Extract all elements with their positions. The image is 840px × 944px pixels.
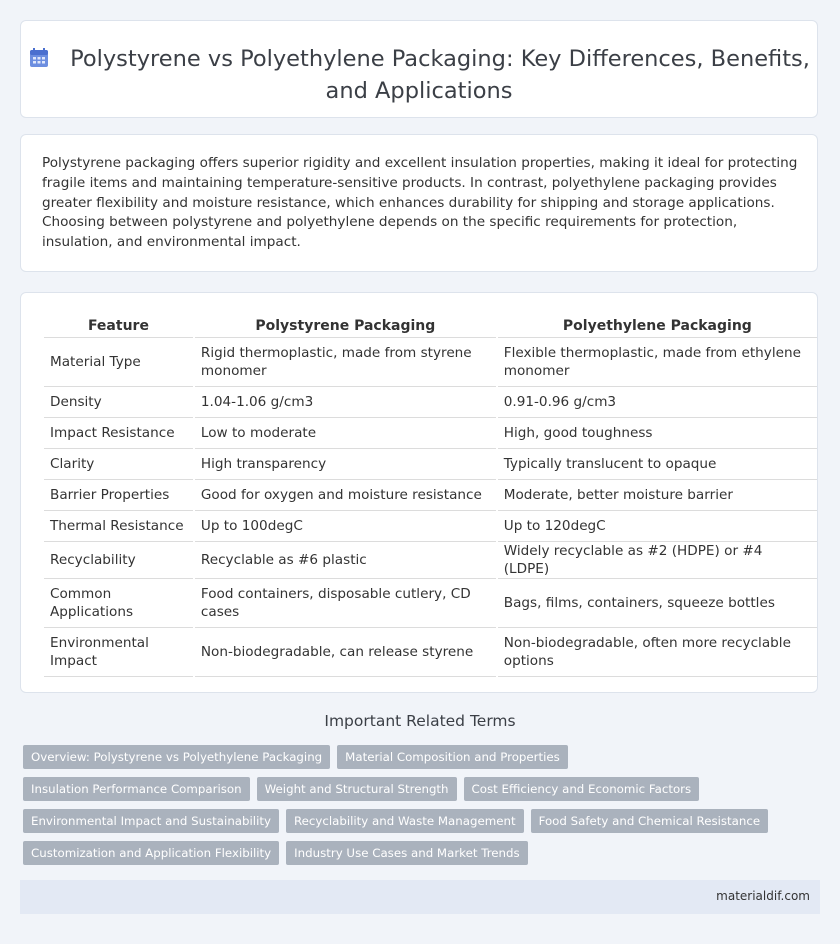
table-cell: Thermal Resistance [44,511,193,542]
table-cell: Impact Resistance [44,418,193,449]
table-cell: Recyclable as #6 plastic [195,542,496,579]
table-cell: Bags, films, containers, squeeze bottles [498,579,817,628]
table-cell: Density [44,387,193,418]
table-cell: Rigid thermoplastic, made from styrene monomer [195,338,496,387]
table-row [44,480,817,511]
related-term-tag[interactable]: Overview: Polystyrene vs Polyethylene Packaging [23,745,330,769]
page-title: Polystyrene vs Polyethylene Packaging: Key Differences, Benefits, and Applications [70,46,810,104]
related-terms-list [23,745,783,873]
page-title-row [21,43,817,107]
table-cell: Widely recyclable as #2 (HDPE) or #4 (LDPE) [498,542,817,579]
table-row [44,579,817,628]
related-term-tag[interactable]: Cost Efficiency and Economic Factors [464,777,700,801]
table-cell: High transparency [195,449,496,480]
column-header: Polyethylene Packaging [498,315,817,338]
table-cell: Non-biodegradable, can release styrene [195,628,496,677]
intro-card [20,134,818,272]
header-card [20,20,818,118]
related-term-tag[interactable]: Environmental Impact and Sustainability [23,809,279,833]
table-cell: Food containers, disposable cutlery, CD cases [195,579,496,628]
intro-text: Polystyrene packaging offers superior rigidity and excellent insulation properties, making it ideal for protecting fragile items and maintaining temperature-sensitive products. In contrast, polyethylene packaging provides greater flexibility and moisture resistance, which enhances durability for shipping and storage applications. Choosing between polystyrene and polyethylene depends on the specific requirements for protection, insulation, and environmental impact. [42,155,798,251]
table-row [44,418,817,449]
table-cell: 0.91-0.96 g/cm3 [498,387,817,418]
table-cell: Non-biodegradable, often more recyclable options [498,628,817,677]
table-row [44,542,817,579]
comparison-table-card [20,292,818,693]
table-row [44,511,817,542]
related-term-tag[interactable]: Food Safety and Chemical Resistance [531,809,769,833]
table-row [44,449,817,480]
table-row [44,338,817,387]
column-header: Feature [44,315,193,338]
table-cell: Low to moderate [195,418,496,449]
table-cell: High, good toughness [498,418,817,449]
table-row [44,628,817,677]
related-term-tag[interactable]: Customization and Application Flexibility [23,841,279,865]
table-cell: Typically translucent to opaque [498,449,817,480]
table-row [44,387,817,418]
footer [20,880,820,914]
table-cell: Good for oxygen and moisture resistance [195,480,496,511]
comparison-table [42,315,819,677]
table-cell: Moderate, better moisture barrier [498,480,817,511]
table-cell: Recyclability [44,542,193,579]
table-header-row [44,315,817,338]
related-term-tag[interactable]: Weight and Structural Strength [257,777,457,801]
table-cell: Environmental Impact [44,628,193,677]
column-header: Polystyrene Packaging [195,315,496,338]
table-cell: Common Applications [44,579,193,628]
table-cell: Flexible thermoplastic, made from ethylene monomer [498,338,817,387]
footer-site-link[interactable]: materialdif.com [716,889,810,903]
related-terms-title: Important Related Terms [324,712,516,730]
table-cell: Up to 120degC [498,511,817,542]
table-cell: Barrier Properties [44,480,193,511]
table-cell: Up to 100degC [195,511,496,542]
related-term-tag[interactable]: Insulation Performance Comparison [23,777,250,801]
table-cell: Material Type [44,338,193,387]
related-term-tag[interactable]: Industry Use Cases and Market Trends [286,841,528,865]
related-term-tag[interactable]: Material Composition and Properties [337,745,568,769]
table-cell: 1.04-1.06 g/cm3 [195,387,496,418]
table-cell: Clarity [44,449,193,480]
related-term-tag[interactable]: Recyclability and Waste Management [286,809,524,833]
calendar-icon [28,47,50,69]
